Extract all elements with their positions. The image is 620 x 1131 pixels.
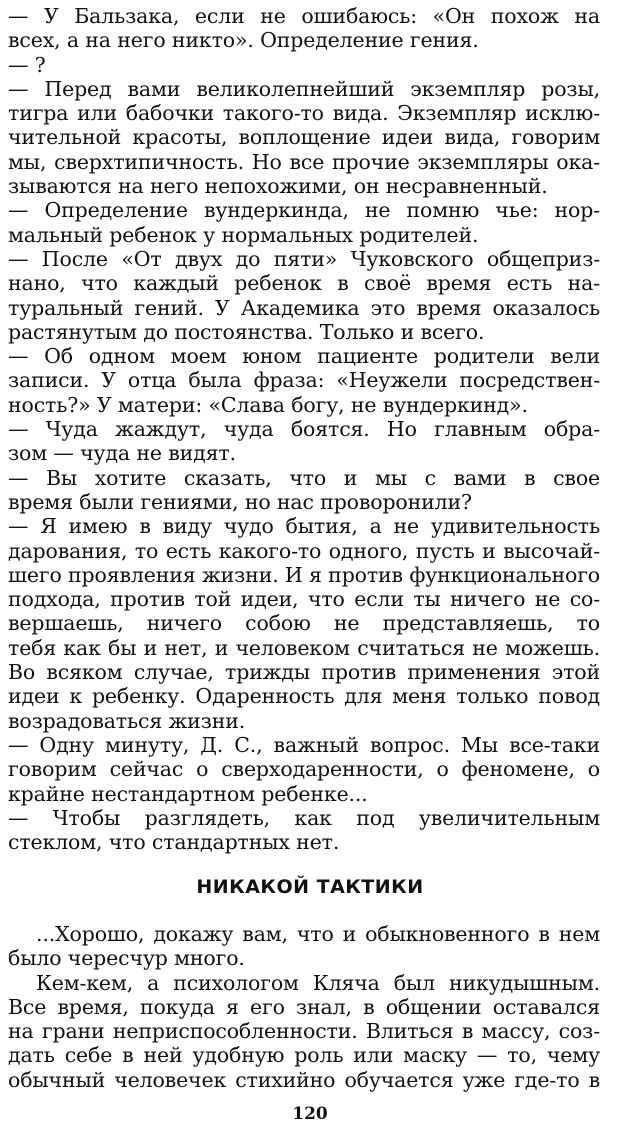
text-line: стеклом, что стандартных нет. [8, 830, 340, 855]
text-line: — Чтобы разглядеть, как под увеличительным [8, 805, 600, 830]
text-line: — У Бальзака, если не ошибаюсь: «Он похож на [8, 4, 600, 28]
text-line: — ? [8, 52, 46, 77]
text-line: вершаешь, ничего собою не представляешь, то [8, 611, 600, 636]
text-line: тебя как бы и нет, и человеком считаться не можешь. [8, 635, 600, 660]
text-line: ...Хорошо, докажу вам, что и обыкновенного в нем [36, 922, 600, 946]
text-line: ность?» У матери: «Слава богу, не вундеркинд». [8, 392, 528, 417]
text-line: зываются на него непохожими, он несравненный. [8, 174, 548, 199]
text-line: — Вы хотите сказать, что и мы с вами в свое [8, 465, 600, 490]
text-line: возрадоваться жизни. [8, 708, 246, 733]
text-line: Все время, покуда я его знал, в общении оставался [8, 994, 600, 1019]
text-line: — Я имею в виду чудо бытия, а не удивительность [8, 514, 600, 539]
text-line: Во всяком случае, трижды против применения этой [8, 660, 600, 685]
text-line: — Чуда жаждут, чуда боятся. Но главным обра- [8, 417, 600, 442]
text-line: мальный ребенок у нормальных родителей. [8, 222, 479, 247]
text-line: — Перед вами великолепнейший экземпляр розы, [8, 76, 600, 101]
text-line: записи. У отца была фраза: «Неужели посредствен- [8, 368, 600, 393]
text-line: растянутым до постоянства. Только и всего. [8, 319, 485, 344]
text-line: — Об одном моем юном пациенте родители вели [8, 344, 600, 369]
text-line: говорим сейчас о сверходаренности, о феномене, о [8, 757, 600, 782]
text-line: время были гениями, но нас проворонили? [8, 489, 472, 514]
text-line: всех, а на него никто». Определение гения. [8, 28, 479, 53]
dialogue-text-block [8, 4, 600, 854]
text-line: — Определение вундеркинда, не помню чье: нор- [8, 198, 600, 223]
text-line: тигра или бабочки такого-то вида. Экземпляр исклю- [8, 101, 600, 126]
text-line: нано, что каждый ребенок в своё время есть на- [8, 271, 600, 296]
text-line: шего проявления жизни. И я против функционального [8, 562, 600, 587]
text-line: обычный человечек стихийно обучается уже где-то в [8, 1067, 600, 1092]
text-line: крайне нестандартном ребенке... [8, 781, 368, 806]
text-line: на грани неприспособленности. Влиться в массу, соз- [8, 1019, 600, 1044]
section-heading: НИКАКОЙ ТАКТИКИ [196, 876, 424, 898]
page-number: 120 [292, 1104, 328, 1124]
narrative-text-block [8, 922, 600, 1092]
text-line: мы, сверхтипичность. Но все прочие экземпляры ока- [8, 149, 600, 174]
text-line: Кем-кем, а психологом Кляча был никудышным. [36, 970, 600, 995]
text-line: дать себе в ней удобную роль или маску — то, чему [8, 1043, 600, 1068]
text-line: зом — чуда не видят. [8, 441, 236, 466]
text-line: подхода, против той идеи, что если ты ничего не со- [8, 587, 600, 612]
text-line: — Одну минуту, Д. С., важный вопрос. Мы все-таки [8, 732, 600, 757]
text-line: туральный гений. У Академика это время оказалось [8, 295, 600, 320]
text-line: идеи к ребенку. Одаренность для меня только повод [8, 684, 600, 709]
text-line: — После «От двух до пяти» Чуковского общеприз- [8, 246, 600, 271]
text-line: чительной красоты, воплощение идеи вида, говорим [8, 125, 600, 150]
text-line: дарования, то есть какого-то одного, пусть и высочай- [8, 538, 600, 563]
text-line: было чересчур много. [8, 946, 245, 971]
